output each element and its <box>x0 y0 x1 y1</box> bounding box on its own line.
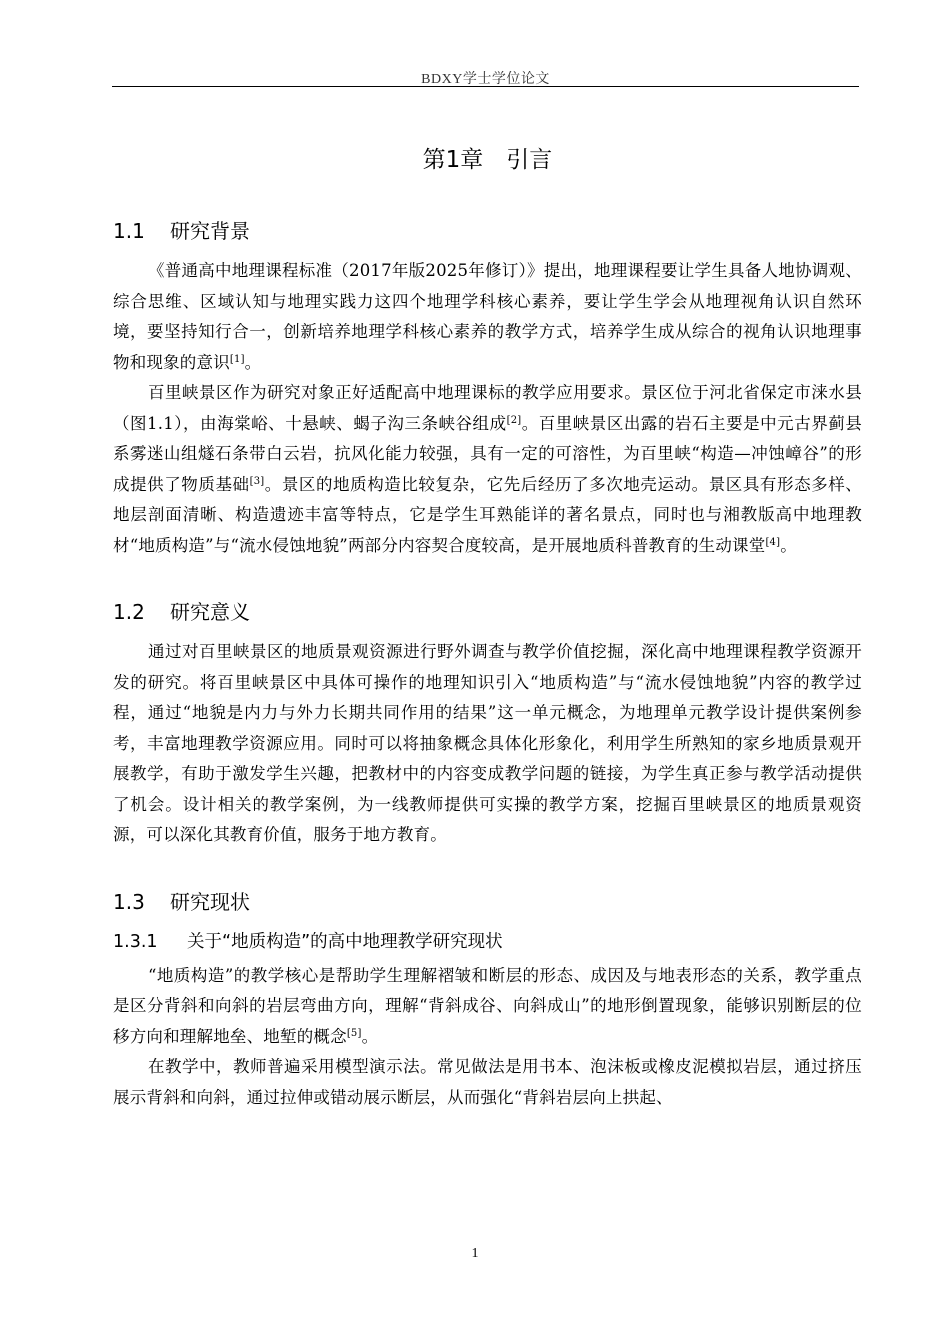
section-number: 1.3 <box>113 889 145 914</box>
paragraph: 通过对百里峡景区的地质景观资源进行野外调查与教学价值挖掘，深化高中地理课程教学资源开发的研究。将百里峡景区中具体可操作的地理知识引入“地质构造”与“流水侵蚀地貌”内容的教学过程，通过“地貌是内力与外力长期共同作用的结果”这一单元概念，为地理单元教学设计提供案例参考，丰富地理教学资源应用。同时可以将抽象概念具体化形象化，利用学生所熟知的家乡地质景观开展教学，有助于激发学生兴趣，把教材中的内容变成教学问题的链接，为学生真正参与教学活动提供了机会。设计相关的教学案例，为一线教师提供可实操的教学方案，挖掘百里峡景区的地质景观资源，可以深化其教育价值，服务于地方教育。 <box>113 642 862 844</box>
section-heading-1-1 <box>113 216 862 246</box>
subsection-heading-1-3-1 <box>113 927 862 957</box>
subsection-title: 关于“地质构造”的高中地理教学研究现状 <box>187 931 503 952</box>
paragraph: 《普通高中地理课程标准（2017年版2025年修订）》提出，地理课程要让学生具备人地协调观、综合思维、区域认知与地理实践力这四个地理学科核心素养，要让学生学会从地理视角认识自然环境，要坚持知行合一，创新培养地理学科核心素养的教学方式，培养学生成从综合的视角认识地理事物和现象的意识[1]。 <box>113 261 862 372</box>
section-title: 研究背景 <box>170 219 250 243</box>
section-number: 1.1 <box>113 219 145 243</box>
section-title: 研究意义 <box>170 600 250 624</box>
section-title: 研究现状 <box>170 889 250 914</box>
page-content <box>113 140 862 1113</box>
running-header: BDXY学士学位论文 <box>421 72 550 87</box>
citation: [1] <box>229 353 245 365</box>
paragraph: 在教学中，教师普遍采用模型演示法。常见做法是用书本、泡沫板或橡皮泥模拟岩层，通过挤压展示背斜和向斜，通过拉伸或错动展示断层，从而强化“背斜岩层向上拱起、 <box>113 1057 862 1107</box>
header-rule <box>112 86 859 87</box>
section-heading-1-2 <box>113 597 862 627</box>
chapter-title: 第1章 引言 <box>422 147 553 173</box>
section-number: 1.2 <box>113 600 145 624</box>
page-number: 1 <box>471 1246 479 1261</box>
subsection-number: 1.3.1 <box>113 931 158 952</box>
section-heading-1-3 <box>113 887 862 917</box>
citation: [3] <box>249 475 265 487</box>
citation: [4] <box>765 536 781 548</box>
citation: [2] <box>506 414 522 426</box>
paragraph: “地质构造”的教学核心是帮助学生理解褶皱和断层的形态、成因及与地表形态的关系，教学重点是区分背斜和向斜的岩层弯曲方向，理解“背斜成谷、向斜成山”的地形倒置现象，能够识别断层的位移方向和理解地垒、地堑的概念[5]。 <box>113 965 862 1046</box>
paragraph: 百里峡景区作为研究对象正好适配高中地理课标的教学应用要求。景区位于河北省保定市涞水县（图1.1），由海棠峪、十悬峡、蝎子沟三条峡谷组成[2]。百里峡景区出露的岩石主要是中元古界蓟县系雾迷山组燧石条带白云岩，抗风化能力较强，具有一定的可溶性，为百里峡“构造—冲蚀嶂谷”的形成提供了物质基础[3]。景区的地质构造比较复杂，它先后经历了多次地壳运动。景区具有形态多样、地层剖面清晰、构造遗迹丰富等特点，它是学生耳熟能详的著名景点，同时也与湘教版高中地理教材“地质构造”与“流水侵蚀地貌”两部分内容契合度较高，是开展地质科普教育的生动课堂[4]。 <box>113 383 862 555</box>
citation: [5] <box>346 1027 362 1039</box>
